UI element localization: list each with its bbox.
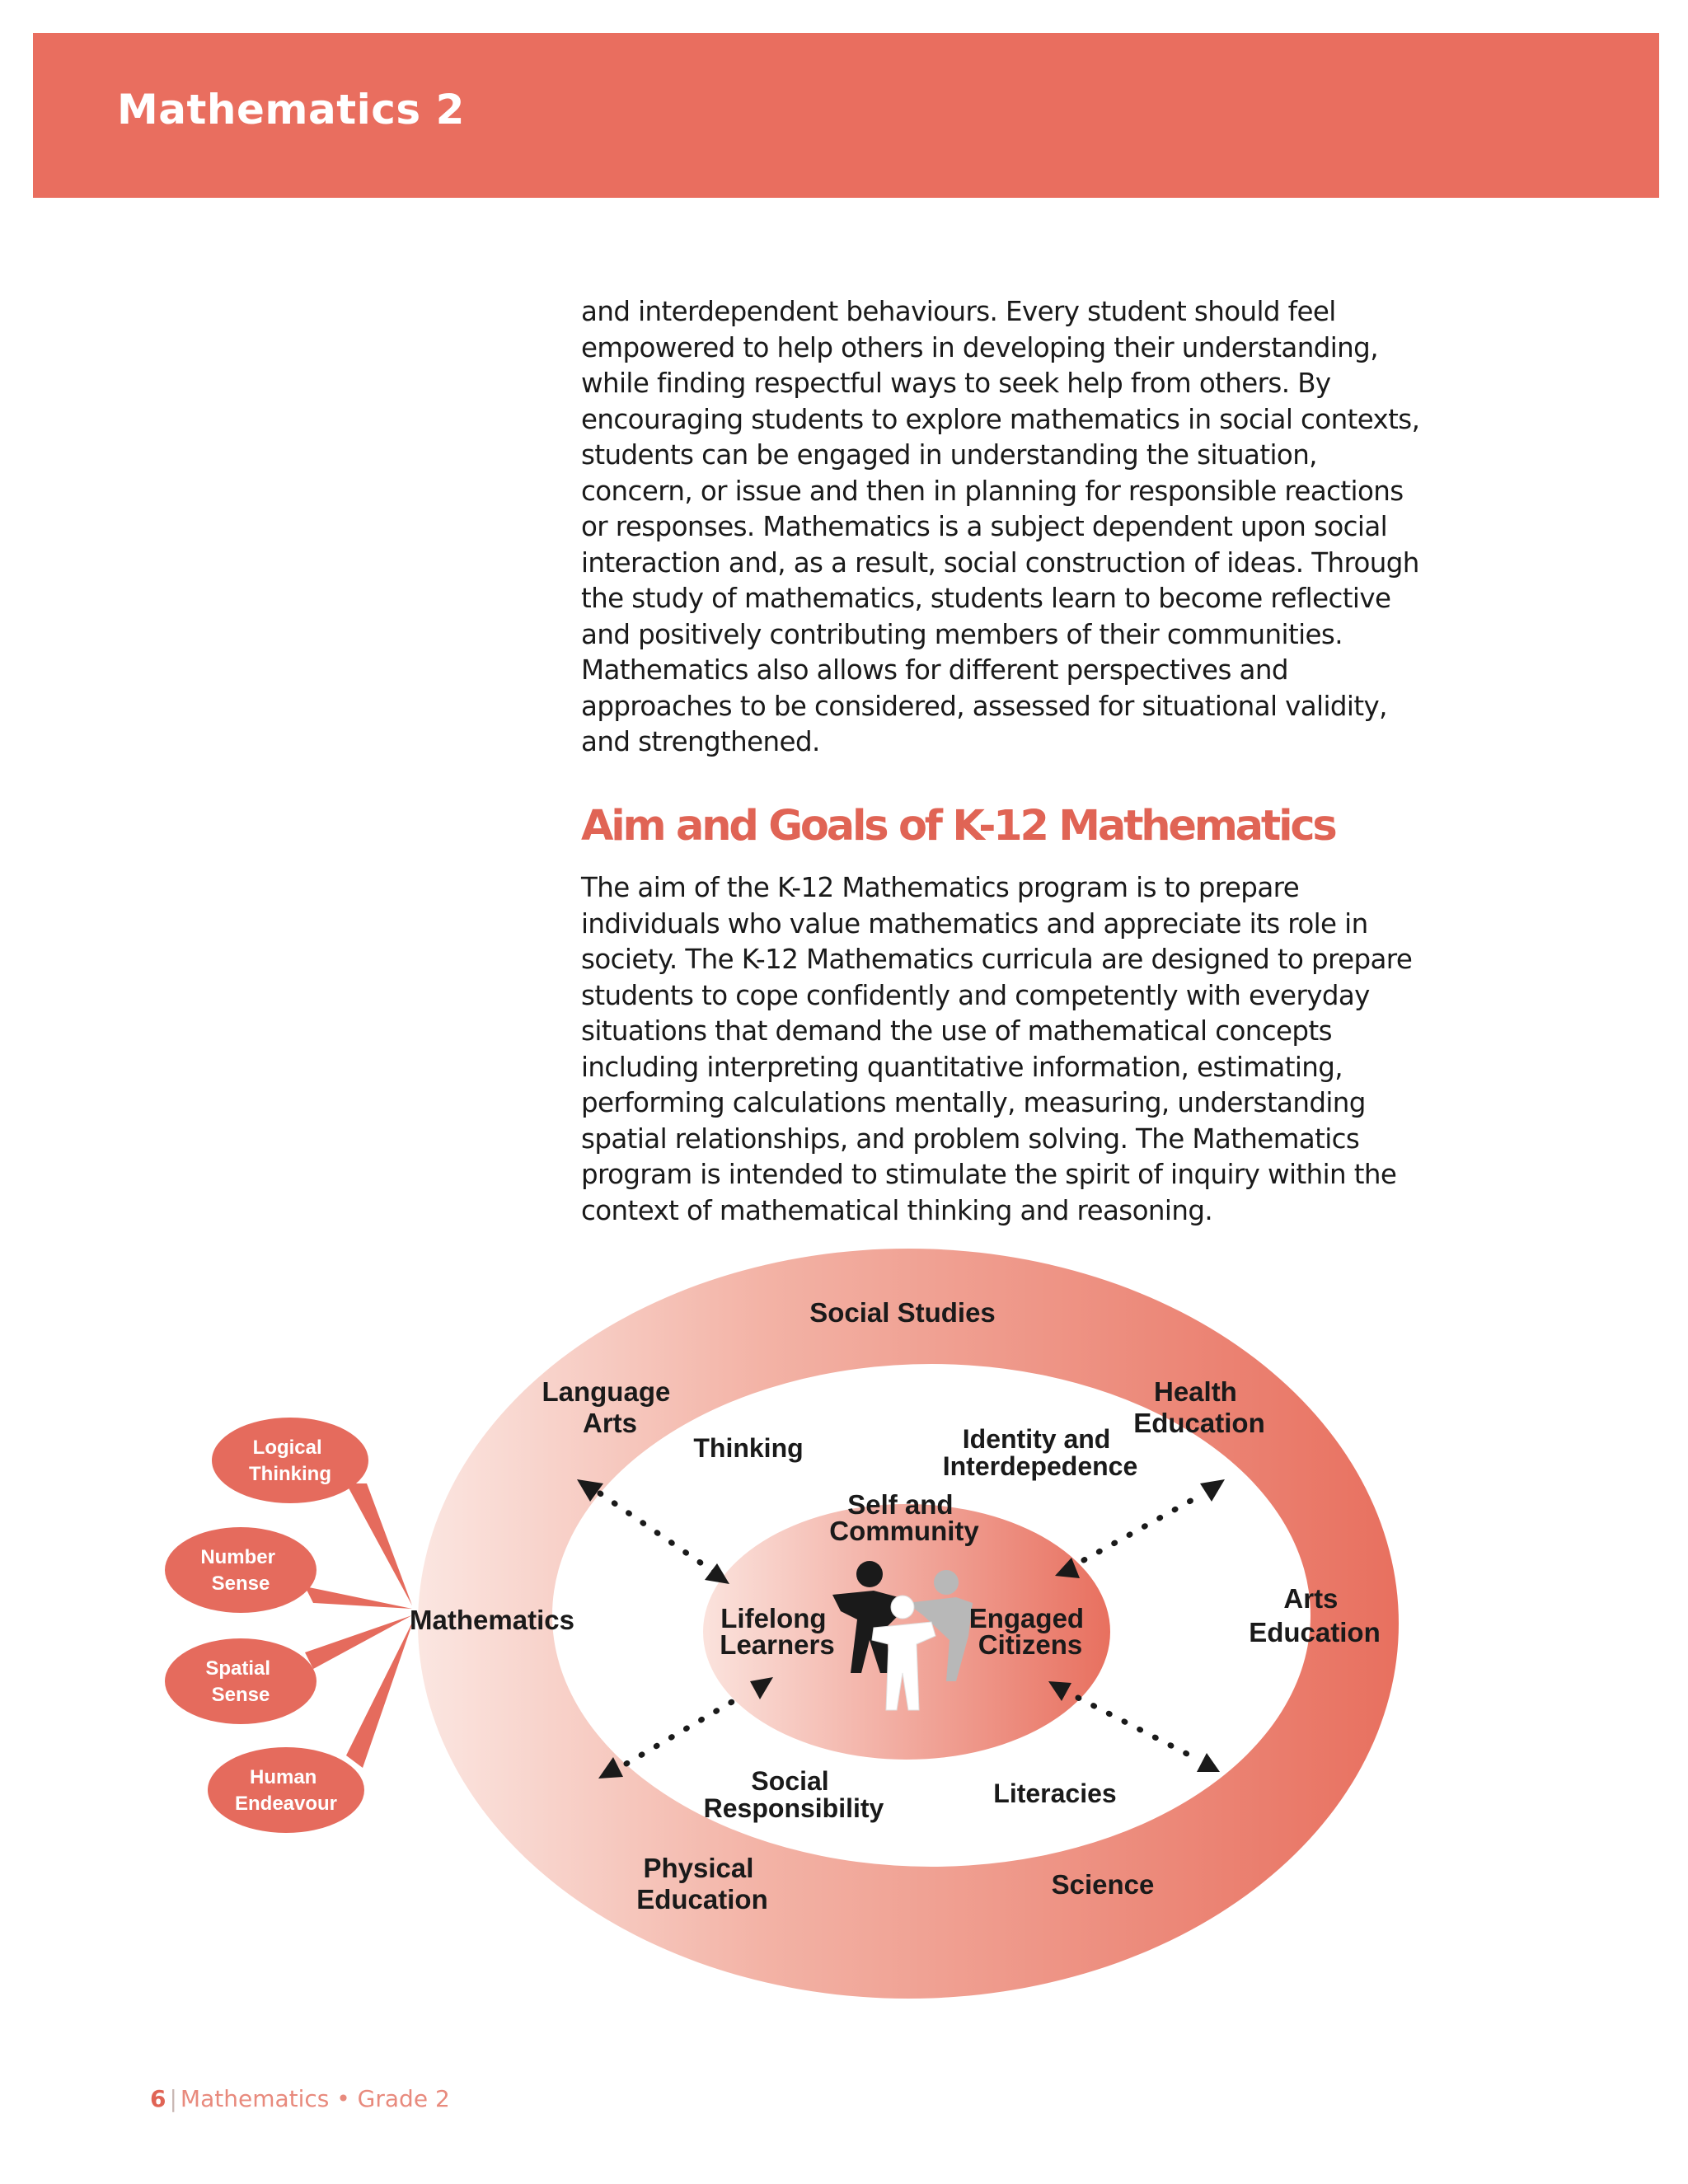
bubble-pointers	[305, 1483, 414, 1768]
section-paragraph: The aim of the K-12 Mathematics program is to prepare individuals who value mathematics and appreciate its role in society. The K-12 Mathematics curricula are designed to prepare students to cope confidently and competently with everyday situations that demand the use of mathematical concepts including interpreting quantitative information, estimating, performing calculations mentally, measuring, understanding spatial relationships, and problem solving. The Mathematics program is intended to stimulate the spirit of inquiry within the context of mathematical thinking and reasoning.	[581, 872, 1413, 1226]
footer-label: Mathematics • Grade 2	[180, 2085, 450, 2112]
bubble-logical-thinking	[212, 1418, 368, 1503]
label-literacies: Literacies	[993, 1779, 1117, 1808]
label-self-community: Self and Community	[829, 1489, 979, 1546]
section-heading: Aim and Goals of K-12 Mathematics	[581, 802, 1335, 851]
bubble-human-endeavour	[208, 1747, 364, 1833]
label-physical-education: Physical Education	[636, 1853, 768, 1915]
svg-text:Logical Thinking: Logical Thinking	[249, 1436, 331, 1485]
label-health-education: Health Education	[1133, 1376, 1265, 1438]
label-social-responsibility: Social Responsibility	[703, 1766, 884, 1823]
label-identity-interdepedence: Identity and Interdepedence	[942, 1424, 1138, 1481]
svg-text:Human Endeavour: Human Endeavour	[234, 1766, 338, 1815]
label-social-studies: Social Studies	[809, 1297, 996, 1328]
intro-paragraph: and interdependent behaviours. Every student should feel empowered to help others in developing their understanding, while finding respectful ways to seek help from others. By encouraging students to explore mathematics in social contexts, students can be engaged in understanding the situation, concern, or issue and then in planning for responsible reactions or responses. Mathematics is a subject dependent upon social interaction and, as a result, social construction of ideas. Through the study of mathematics, students learn to become reflective and positively contributing members of their communities. Mathematics also allows for different perspectives and approaches to be considered, assessed for situational validity, and strengthened.	[581, 296, 1420, 757]
label-language-arts: Language Arts	[542, 1376, 671, 1438]
curriculum-diagram	[0, 1228, 1688, 2003]
label-lifelong-learners: Lifelong Learners	[720, 1603, 835, 1660]
footer-separator: |	[169, 2085, 177, 2112]
label-mathematics: Mathematics	[410, 1605, 574, 1635]
page-number: 6	[150, 2085, 166, 2112]
bubble-spatial-sense	[165, 1638, 316, 1724]
label-engaged-citizens: Engaged Citizens	[968, 1603, 1085, 1660]
svg-text:Number Sense: Number Sense	[200, 1546, 276, 1595]
svg-text:Spatial Sense: Spatial Sense	[205, 1657, 271, 1706]
bubble-number-sense	[165, 1527, 316, 1613]
label-arts-education: Arts Education	[1249, 1583, 1381, 1647]
label-thinking: Thinking	[693, 1433, 804, 1463]
page-footer	[150, 2085, 450, 2112]
label-science: Science	[1051, 1869, 1155, 1900]
page-title: Mathematics 2	[117, 86, 465, 134]
